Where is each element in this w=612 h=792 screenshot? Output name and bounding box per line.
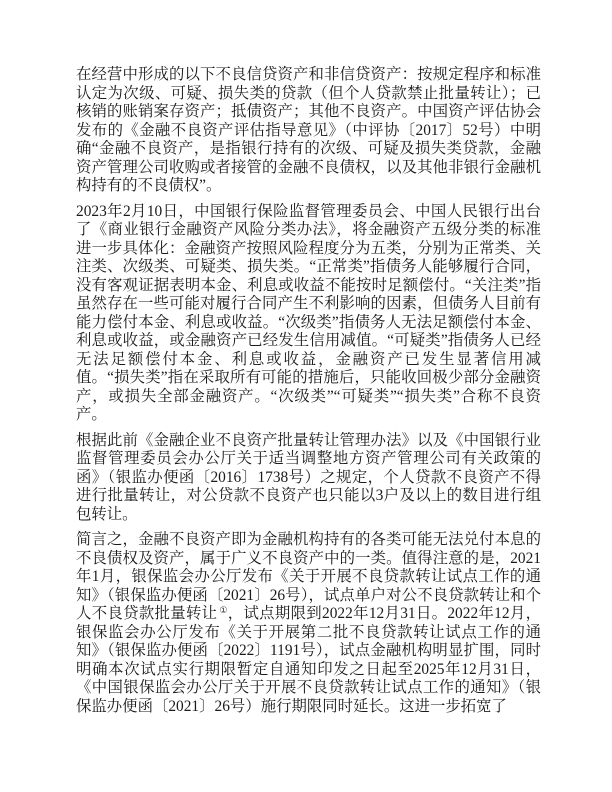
paragraph: 简言之，金融不良资产即为金融机构持有的各类可能无法兑付本息的不良债权及资产，属于广义不良资产中的一类。值得注意的是，2021年1月，银保监会办公厅发布《关于开展不良贷款转让试点工作的通知》（银保监办便函〔2021〕26号），试点单户对公不良贷款转让和个人不良贷款批量转让 ①，试点期限到2022年12月31日。2022年12月，银保监会办公厅发布《关于开展第二批不良贷款转让试点工作的通知》（银保监办便函〔2022〕1191号），试点金融机构明显扩围，同时明确本次试点实行期限暂定自通知印发之日起至2025年12月31日，《中国银保监会办公厅关于开展不良贷款转让试点工作的通知》（银保监办便函〔2021〕26号）施行期限同时延长。这进一步拓宽了: [76, 531, 541, 715]
paragraph: [76, 66, 541, 196]
paragraph-text: ，试点期限到2022年12月31日。2022年12月，银保监会办公厅发布《关于开展第二批不良贷款转让试点工作的通知》（银保监办便函〔2022〕1191号），试点金融机构明显扩围，同时明确本次试点实行期限暂定自通知印发之日起至2025年12月31日，《中国银保监会办公厅关于开展不良贷款转让试点工作的通知》（银保监办便函〔2021〕26号）施行期限同时延长。这进一步拓宽了: [76, 605, 541, 715]
paragraph-text: 在经营中形成的以下不良信贷资产和非信贷资产：按规定程序和标准认定为次级、可疑、损失类的贷款（但个人贷款禁止批量转让）；已核销的账销案存资产；抵债资产；其他不良资产。中国资产评估协会发布的《金融不良资产评估指导意见》（中评协〔2017〕52号）中明确“金融不良资产，是指银行持有的次级、可疑及损失类贷款，金融资产管理公司收购或者接管的金融不良债权，以及其他非银行金融机构持有的不良债权”。: [76, 66, 541, 194]
document-body-text: [76, 66, 541, 723]
paragraph: [76, 203, 541, 425]
paragraph-text: 2023年2月10日，中国银行保险监督管理委员会、中国人民银行出台了《商业银行金融资产风险分类办法》，将金融资产五级分类的标准进一步具体化：金融资产按照风险程度分为五类，分别为正常类、关注类、次级类、可疑类、损失类。“正常类”指债务人能够履行合同，没有客观证据表明本金、利息或收益不能按时足额偿付。“关注类”指虽然存在一些可能对履行合同产生不利影响的因素，但债务人目前有能力偿付本金、利息或收益。“次级类”指债务人无法足额偿付本金、利息或收益，或金融资产已经发生信用减值。“可疑类”指债务人已经无法足额偿付本金、利息或收益，金融资产已发生显著信用减值。“损失类”指在采取所有可能的措施后，只能收回极少部分金融资产，或损失全部金融资产。“次级类”“可疑类”“损失类”合称不良资产。: [76, 202, 541, 423]
paragraph-text: 简言之，金融不良资产即为金融机构持有的各类可能无法兑付本息的不良债权及资产，属于广义不良资产中的一类。值得注意的是，2021年1月，银保监会办公厅发布《关于开展不良贷款转让试点工作的通知》（银保监办便函〔2021〕26号），试点单户对公不良贷款转让和个人不良贷款批量转让: [76, 531, 541, 622]
paragraph-text: 根据此前《金融企业不良资产批量转让管理办法》以及《中国银行业监督管理委员会办公厅关于适当调整地方资产管理公司有关政策的函》（银监办便函〔2016〕1738号）之规定，个人贷款不良资产不得进行批量转让，对公贷款不良资产也只能以3户及以上的数目进行组包转让。: [76, 431, 541, 523]
paragraph: [76, 432, 541, 525]
